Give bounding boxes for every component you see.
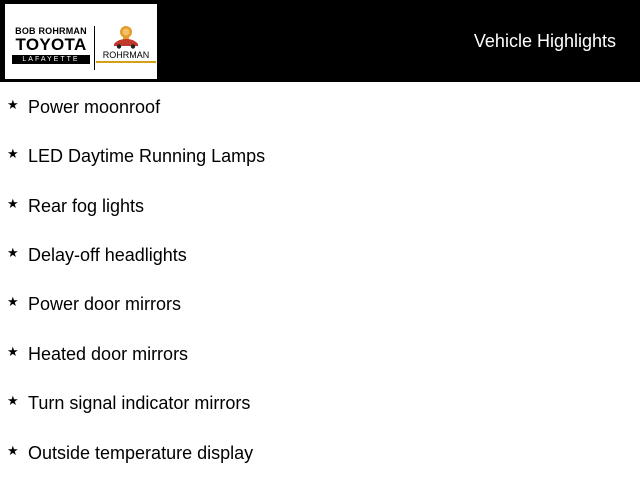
- logo-brand-name: TOYOTA: [15, 35, 87, 54]
- list-item: [0, 243, 640, 267]
- feature-label: Rear fog lights: [28, 196, 145, 216]
- header-bar: [0, 0, 640, 82]
- list-item: [0, 194, 640, 218]
- feature-label: Power door mirrors: [28, 294, 182, 314]
- lion-mascot-icon: [109, 24, 143, 50]
- logo-dealer-name: BOB ROHRMAN: [15, 26, 87, 36]
- star-icon: ★: [7, 294, 19, 309]
- star-icon: ★: [7, 344, 19, 359]
- list-item: [0, 441, 640, 465]
- star-icon: ★: [7, 146, 19, 161]
- feature-label: Turn signal indicator mirrors: [28, 393, 251, 413]
- logo-divider: [94, 26, 95, 70]
- list-item: [0, 391, 640, 415]
- logo-city-name: LAFAYETTE: [12, 55, 90, 64]
- list-item: [0, 292, 640, 316]
- star-icon: ★: [7, 196, 19, 211]
- list-item: [0, 95, 640, 119]
- feature-label: Power moonroof: [28, 97, 161, 117]
- logo-group-name: ROHRMAN: [96, 50, 156, 63]
- list-item: [0, 342, 640, 366]
- page-title: Vehicle Highlights: [473, 31, 616, 51]
- rohrman-logo: [96, 24, 156, 63]
- star-icon: ★: [7, 443, 19, 458]
- dealer-logo[interactable]: [5, 4, 157, 79]
- feature-label: LED Daytime Running Lamps: [28, 146, 266, 166]
- star-icon: ★: [7, 245, 19, 260]
- feature-label: Delay-off headlights: [28, 245, 187, 265]
- feature-label: Outside temperature display: [28, 443, 254, 463]
- list-item: [0, 144, 640, 168]
- star-icon: ★: [7, 393, 19, 408]
- feature-label: Heated door mirrors: [28, 344, 189, 364]
- star-icon: ★: [7, 97, 19, 112]
- toyota-logo-text: [9, 26, 93, 64]
